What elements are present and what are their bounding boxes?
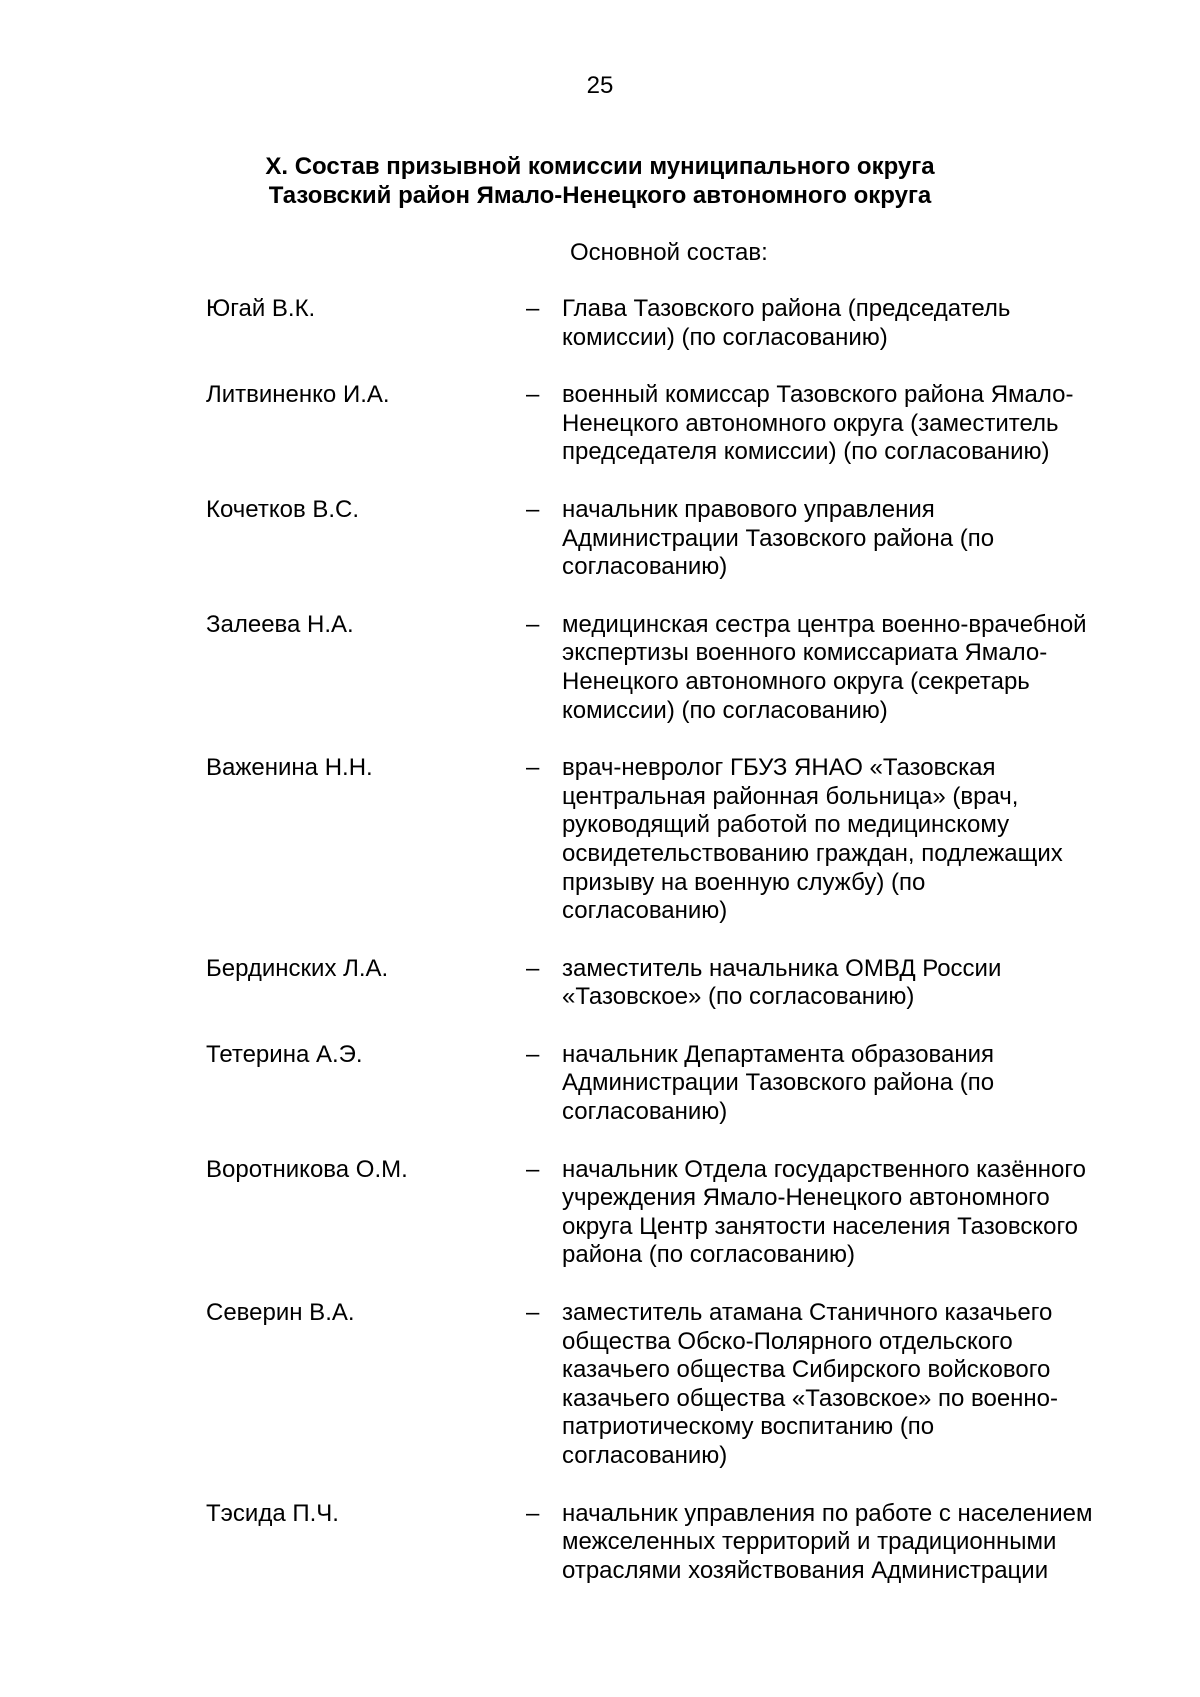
member-name: Залеева Н.А. — [206, 610, 354, 638]
member-role-line: общества Обско-Полярного отдельского — [562, 1327, 1013, 1355]
member-role-line: «Тазовское» (по согласованию) — [562, 983, 915, 1011]
member-name: Важенина Н.Н. — [206, 754, 373, 782]
member-row — [206, 496, 1166, 582]
composition-subtitle: Основной состав: — [570, 239, 768, 266]
member-role-line: патриотическому воспитанию (по — [562, 1413, 935, 1441]
member-role-line: руководящий работой по медицинскому — [562, 811, 1010, 839]
member-dash: – — [526, 1499, 540, 1527]
member-row — [206, 955, 1166, 1012]
member-role — [562, 1299, 1162, 1471]
member-role — [562, 381, 1162, 467]
member-role-line: Ненецкого автономного округа (секретарь — [562, 667, 1030, 695]
member-role-line: согласованию) — [562, 1442, 728, 1469]
member-role-line: военный комиссар Тазовского района Ямало- — [562, 381, 1074, 409]
member-dash: – — [526, 295, 540, 322]
member-name: Бердинских Л.А. — [206, 954, 389, 982]
member-role — [562, 295, 1162, 352]
member-name: Кочетков В.С. — [206, 495, 360, 523]
member-role-line: врач-невролог ГБУЗ ЯНАО «Тазовская — [562, 754, 996, 782]
member-role-line: округа Центр занятости населения Тазовского — [562, 1212, 1079, 1240]
member-row — [206, 1299, 1166, 1471]
member-role-line: начальник управления по работе с населением — [562, 1499, 1093, 1527]
member-role-line: начальник Департамента образования — [562, 1040, 995, 1068]
member-dash: – — [526, 381, 540, 409]
member-row — [206, 381, 1166, 467]
member-name: Тэсида П.Ч. — [206, 1499, 339, 1527]
member-dash: – — [526, 610, 540, 638]
member-row — [206, 1041, 1166, 1127]
member-role — [562, 1156, 1162, 1270]
member-name: Литвиненко И.А. — [206, 381, 390, 409]
section-title — [170, 152, 1030, 210]
member-role-line: района (по согласованию) — [562, 1241, 856, 1269]
member-role-line: заместитель атамана Станичного казачьего — [562, 1299, 1053, 1327]
member-row — [206, 295, 1166, 352]
section-title-line: Тазовский район Ямало-Ненецкого автономного округа — [268, 182, 932, 209]
member-role-line: согласованию) — [562, 1098, 728, 1126]
member-role-line: Администрации Тазовского района (по — [562, 524, 995, 552]
member-name: Северин В.А. — [206, 1299, 355, 1327]
member-role-line: казачьего общества Сибирского войскового — [562, 1356, 1051, 1384]
member-role-line: освидетельствованию граждан, подлежащих — [562, 839, 1063, 867]
member-row — [206, 754, 1166, 926]
member-role-line: призыву на военную службу) (по — [562, 868, 926, 896]
member-name: Тетерина А.Э. — [206, 1040, 363, 1068]
member-role-line: медицинская сестра центра военно-врачебной — [562, 610, 1087, 638]
member-role — [562, 754, 1162, 926]
member-name: Воротникова О.М. — [206, 1155, 408, 1183]
member-role-line: Администрации Тазовского района (по — [562, 1069, 995, 1097]
member-role-line: начальник правового управления — [562, 495, 935, 523]
member-row — [206, 611, 1166, 725]
member-row — [206, 1500, 1166, 1586]
member-role — [562, 1041, 1162, 1127]
member-dash: – — [526, 1155, 540, 1183]
member-role — [562, 955, 1162, 1012]
member-role-line: заместитель начальника ОМВД России — [562, 954, 1002, 982]
member-role-line: согласованию) — [562, 897, 728, 925]
member-dash: – — [526, 495, 540, 523]
members-list — [206, 295, 1166, 1585]
page-number: 25 — [586, 72, 614, 99]
member-role-line: учреждения Ямало-Ненецкого автономного — [562, 1184, 1050, 1212]
member-row — [206, 1156, 1166, 1270]
member-role-line: отраслями хозяйствования Администрации — [562, 1556, 1049, 1584]
member-role-line: согласованию) — [562, 553, 728, 581]
member-dash: – — [526, 1299, 540, 1327]
member-role — [562, 611, 1162, 725]
member-dash: – — [526, 1040, 540, 1068]
member-dash: – — [526, 754, 540, 782]
member-role-line: комиссии) (по согласованию) — [562, 696, 888, 724]
section-title-line: X. Состав призывной комиссии муниципального округа — [265, 153, 935, 180]
member-role-line: комиссии) (по согласованию) — [562, 323, 888, 351]
member-role-line: казачьего общества «Тазовское» по военно- — [562, 1384, 1059, 1412]
member-role-line: центральная районная больница» (врач, — [562, 782, 1019, 810]
member-name: Югай В.К. — [206, 295, 316, 322]
member-role-line: Ненецкого автономного округа (заместитель — [562, 409, 1059, 437]
member-role-line: начальник Отдела государственного казённого — [562, 1155, 1086, 1183]
member-role-line: Глава Тазовского района (председатель — [562, 295, 1011, 322]
member-role — [562, 1500, 1162, 1586]
member-dash: – — [526, 954, 540, 982]
member-role-line: председателя комиссии) (по согласованию) — [562, 438, 1050, 466]
member-role-line: экспертизы военного комиссариата Ямало- — [562, 639, 1048, 667]
member-role-line: межселенных территорий и традиционными — [562, 1528, 1057, 1556]
member-role — [562, 496, 1162, 582]
